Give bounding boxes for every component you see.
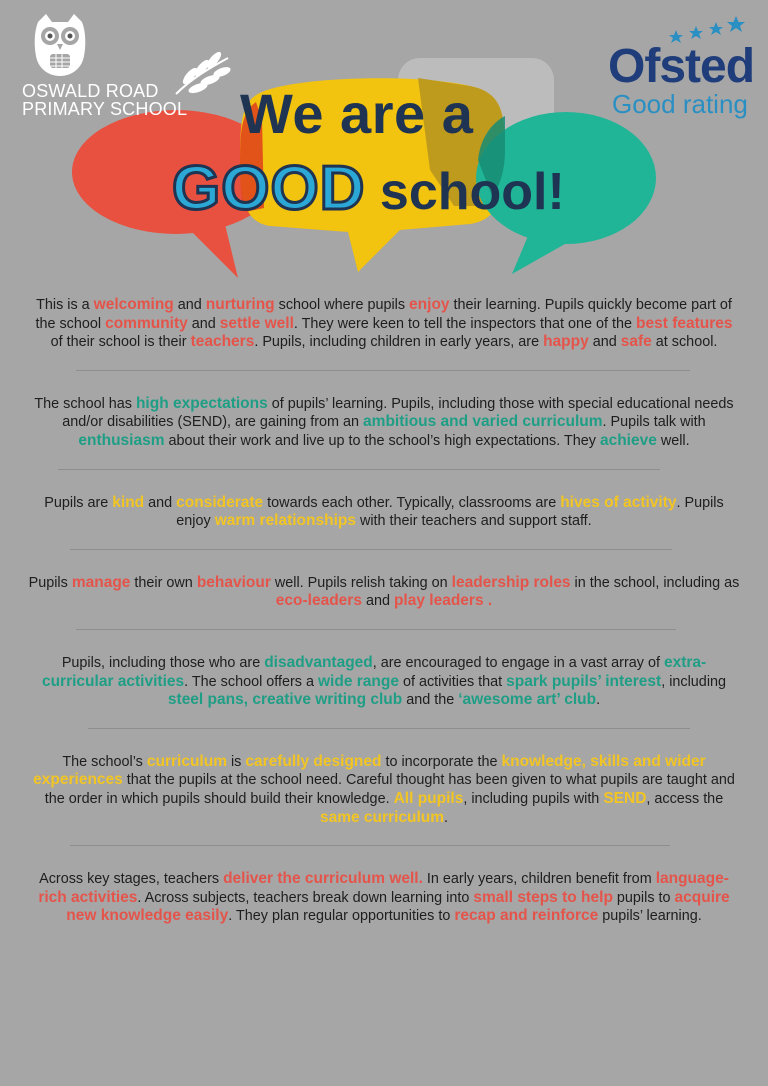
highlight-text: happy xyxy=(543,333,589,351)
body-text: , are encouraged to engage in a vast array of xyxy=(372,654,664,671)
body-text: Across key stages, teachers xyxy=(39,871,224,888)
body-text: . Pupils, including children in early years, are xyxy=(254,334,544,351)
highlight-text: welcoming xyxy=(93,296,174,313)
body-text: towards each other. Typically, classrooms are xyxy=(263,494,561,511)
body-text: Pupils, including those who are xyxy=(61,654,265,671)
highlight-text: nurturing xyxy=(205,296,275,313)
paragraph-4 xyxy=(28,574,740,611)
body-text: . Across subjects, teachers break down learning into xyxy=(137,889,474,906)
paragraph-7 xyxy=(28,870,740,926)
body-text: well. xyxy=(656,432,690,449)
highlight-text: high expectations xyxy=(135,394,268,412)
highlight-text: spark pupils’ interest xyxy=(506,672,662,690)
body-text: . Pupils enjoy xyxy=(176,494,724,530)
body-text: . They plan regular opportunities to xyxy=(228,908,455,925)
laurel-leaves-icon xyxy=(172,50,232,100)
highlight-text: play leaders . xyxy=(393,592,493,610)
highlight-text: SEND xyxy=(603,789,647,807)
report-content xyxy=(28,296,740,926)
body-text: and xyxy=(187,315,220,332)
body-text: pupils to xyxy=(612,889,675,906)
highlight-text: knowledge, skills and wider experiences xyxy=(33,752,706,789)
body-text: their own xyxy=(130,574,197,591)
highlight-text: hives of activity xyxy=(560,493,677,511)
highlight-text: warm relationships xyxy=(214,512,356,530)
highlight-text: enjoy xyxy=(409,296,450,313)
body-text: . xyxy=(444,809,449,826)
ofsted-logo xyxy=(606,14,756,124)
highlight-text: curriculum xyxy=(146,752,227,770)
ofsted-name: Ofsted xyxy=(608,40,755,93)
body-text: well. Pupils relish taking on xyxy=(270,574,452,591)
body-text: . They were keen to tell the inspectors that one of the xyxy=(293,315,637,332)
body-text: of activities that xyxy=(398,673,507,690)
paragraph-5 xyxy=(28,654,740,710)
highlight-text: community xyxy=(105,314,188,332)
highlight-text: manage xyxy=(71,573,131,591)
body-text: to incorporate the xyxy=(381,753,502,770)
body-text: their learning. Pupils quickly become part of the school xyxy=(35,297,732,332)
highlight-text: acquire new knowledge easily xyxy=(66,888,730,925)
body-text: in the school, including as xyxy=(570,574,740,591)
body-text: The school’s xyxy=(62,753,147,770)
highlight-text: recap and reinforce xyxy=(454,907,599,925)
highlight-text: disadvantaged xyxy=(264,653,373,671)
body-text: pupils’ learning. xyxy=(598,908,702,925)
highlight-text: safe xyxy=(620,333,652,351)
body-text: of pupils’ learning. Pupils, including those with special educational needs and/or disabilities (SEND), are gaining from an xyxy=(62,395,734,431)
body-text: with their teachers and support staff. xyxy=(355,513,592,530)
divider xyxy=(70,845,670,846)
body-text: of their school is their xyxy=(50,334,191,351)
school-name-line-2: PRIMARY SCHOOL xyxy=(22,99,188,119)
highlight-text: wide range xyxy=(318,672,399,690)
body-text: . xyxy=(596,692,601,709)
body-text: at school. xyxy=(651,334,718,351)
highlight-text: achieve xyxy=(599,431,657,449)
body-text: The school has xyxy=(34,395,136,412)
highlight-text: kind xyxy=(112,493,145,511)
body-text: and xyxy=(144,494,177,511)
paragraph-6 xyxy=(28,753,740,827)
headline-good: GOOD xyxy=(172,154,366,223)
paragraph-3 xyxy=(28,494,740,531)
body-text: and xyxy=(173,297,206,313)
body-text: is xyxy=(226,753,246,770)
body-text: In early years, children benefit from xyxy=(422,871,656,888)
highlight-text: All pupils xyxy=(393,789,464,807)
body-text: . The school offers a xyxy=(184,673,318,690)
divider xyxy=(70,549,672,550)
highlight-text: behaviour xyxy=(196,573,271,591)
body-text: Pupils xyxy=(28,574,72,591)
headline-school: school! xyxy=(365,163,565,221)
divider xyxy=(58,469,660,470)
highlight-text: deliver the curriculum well. xyxy=(223,870,423,888)
highlight-text: enthusiasm xyxy=(78,431,165,449)
highlight-text: small steps to help xyxy=(473,888,613,906)
body-text: school where pupils xyxy=(274,297,410,313)
body-text: and xyxy=(588,334,621,351)
divider xyxy=(76,629,676,630)
paragraph-2 xyxy=(28,395,740,451)
highlight-text: carefully designed xyxy=(245,752,382,770)
highlight-text: settle well xyxy=(219,314,294,332)
body-text: , including xyxy=(661,673,727,690)
highlight-text: language-rich activities xyxy=(38,870,729,906)
highlight-text: ambitious and varied curriculum xyxy=(363,413,603,431)
highlight-text: steel pans, creative writing club xyxy=(167,691,403,709)
ofsted-rating: Good rating xyxy=(612,89,748,119)
body-text: , including pupils with xyxy=(463,790,604,807)
highlight-text: teachers xyxy=(190,333,255,351)
body-text: This is a xyxy=(36,297,94,313)
paragraph-1 xyxy=(28,296,740,352)
body-text: , access the xyxy=(646,790,724,807)
body-text: about their work and live up to the school’s high expectations. They xyxy=(164,432,600,449)
body-text: Pupils are xyxy=(44,494,113,511)
highlight-text: considerate xyxy=(176,493,264,511)
school-logo xyxy=(22,12,232,122)
body-text: . Pupils talk with xyxy=(602,414,706,431)
highlight-text: eco-leaders xyxy=(275,592,362,610)
highlight-text: ‘awesome art’ club xyxy=(458,691,597,709)
highlight-text: same curriculum xyxy=(319,808,445,826)
headline-line-1: We are a xyxy=(240,82,474,145)
highlight-text: extra-curricular activities xyxy=(41,653,707,690)
highlight-text: best features xyxy=(636,314,733,332)
divider xyxy=(76,370,690,371)
body-text: and the xyxy=(402,692,459,709)
body-text: that the pupils at the school need. Careful thought has been given to what pupils are taught and the order in which pupils should build their knowledge. xyxy=(44,772,735,807)
body-text: and xyxy=(361,593,394,610)
headline-line-2 xyxy=(172,154,565,240)
divider xyxy=(88,728,690,729)
highlight-text: leadership roles xyxy=(451,573,571,591)
school-name-line-1: OSWALD ROAD xyxy=(22,81,159,101)
owl-icon xyxy=(30,12,90,78)
